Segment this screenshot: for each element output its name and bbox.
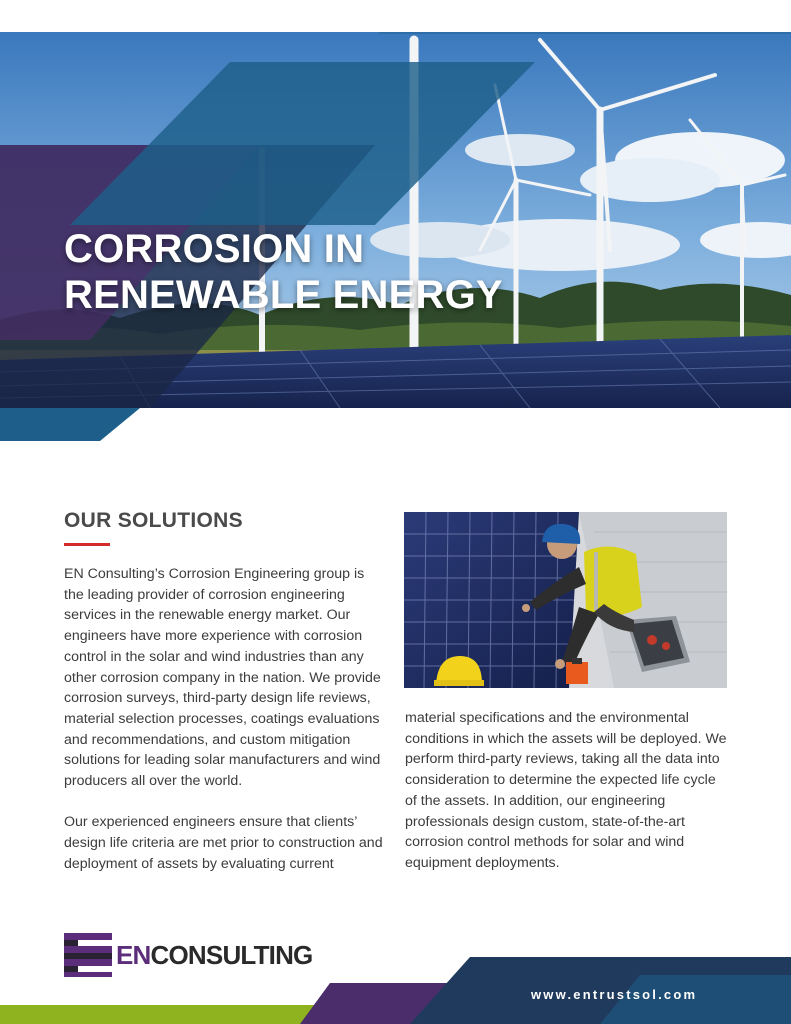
section-heading: OUR SOLUTIONS <box>64 509 243 532</box>
page-title-line-2: RENEWABLE ENERGY <box>64 273 503 317</box>
page-title <box>64 226 503 318</box>
logo-wordmark-suffix: CONSULTING <box>150 940 313 970</box>
left-text-column <box>64 564 386 875</box>
website-link[interactable]: www.entrustsol.com <box>531 987 698 1002</box>
hero-image <box>0 0 791 445</box>
logo-wordmark-prefix: EN <box>116 940 151 970</box>
hero-banner <box>0 0 791 445</box>
right-text-column <box>405 708 727 874</box>
engineers-paragraph-start: Our experienced engineers ensure that clients’ design life criteria are met prior to construction and deployment of assets by evaluating current <box>64 814 383 872</box>
page-title-line-1: CORROSION IN <box>64 227 365 271</box>
heading-underline <box>64 543 110 546</box>
engineers-paragraph-end: material specifications and the environmental conditions in which the assets will be deployed. We perform third-party reviews, taking all the data into consideration to determine the expected life cycle of the assets. In addition, our engineering professionals design custom, state-of-the-art corrosion control methods for solar and wind equipment deployments. <box>405 710 727 871</box>
engineer-photo <box>404 512 727 688</box>
intro-paragraph: EN Consulting’s Corrosion Engineering group is the leading provider of corrosion engineering services in the renewable energy market. Our engineers have more experience with corrosion control in the solar and wind industries than any other corrosion company in the nation. We provide corrosion surveys, third-party design life reviews, material selection processes, coatings evaluations and recommendations, and custom mitigation solutions for leading solar manufacturers and wind producers all over the world. <box>64 566 381 790</box>
